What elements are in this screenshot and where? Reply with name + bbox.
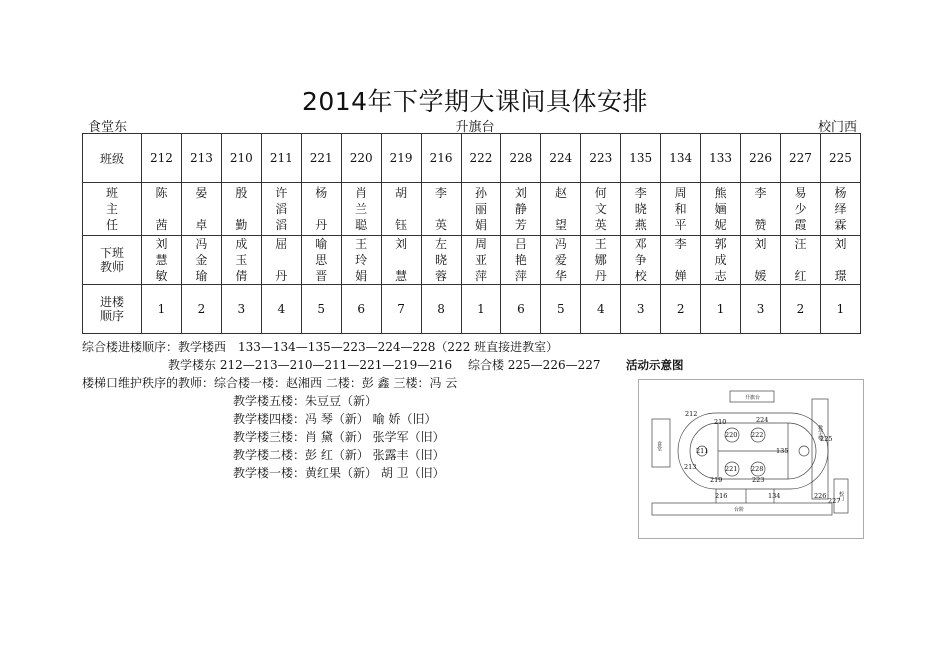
duty-teacher-cell: 周 亚 萍 <box>461 236 501 285</box>
class-cell: 223 <box>581 134 621 183</box>
head-teacher-cell: 赵 望 <box>541 183 581 236</box>
duty-teacher-cell: 刘 慧 敏 <box>142 236 182 285</box>
order-cell: 5 <box>541 285 581 334</box>
duty-teacher-cell: 刘 慧 <box>381 236 421 285</box>
order-cell: 7 <box>381 285 421 334</box>
diagram-num-220: 220 <box>725 431 738 439</box>
class-cell: 227 <box>781 134 821 183</box>
schedule-table <box>82 133 861 334</box>
duty-teacher-cell: 吕 艳 萍 <box>501 236 541 285</box>
head-teacher-cell: 易 少 霞 <box>781 183 821 236</box>
spot-right <box>799 446 809 456</box>
duty-teacher-cell: 成 玉 倩 <box>221 236 261 285</box>
position-left: 食堂东 <box>88 120 128 135</box>
diagram-num-216: 216 <box>715 492 728 500</box>
diagram-top-label: 升旗台 <box>745 395 761 401</box>
class-cell: 222 <box>461 134 501 183</box>
row-header-class: 班级 <box>83 134 142 183</box>
head-teacher-cell: 肖 兰 聪 <box>341 183 381 236</box>
row-head-teacher <box>83 183 861 236</box>
diagram-num-224: 224 <box>756 416 769 424</box>
head-teacher-cell: 许 滔 滔 <box>261 183 301 236</box>
head-teacher-cell: 晏 卓 <box>181 183 221 236</box>
row-duty-teacher <box>83 236 861 285</box>
diagram-num-222: 222 <box>751 431 764 439</box>
class-cell: 212 <box>142 134 182 183</box>
head-teacher-cell: 孙 丽 娟 <box>461 183 501 236</box>
diagram-num-226: 226 <box>814 492 827 500</box>
order-cell: 5 <box>301 285 341 334</box>
class-cell: 211 <box>261 134 301 183</box>
row-header-order: 进楼 顺序 <box>83 285 142 334</box>
duty-teacher-cell: 王 玲 娟 <box>341 236 381 285</box>
order-cell: 1 <box>461 285 501 334</box>
class-cell: 210 <box>221 134 261 183</box>
order-cell: 6 <box>501 285 541 334</box>
order-cell: 8 <box>421 285 461 334</box>
class-cell: 220 <box>341 134 381 183</box>
diagram-num-219: 219 <box>710 476 723 484</box>
note-line-2: 教学楼东 212—213—210—211—221—219—216 综合楼 225—226—227 <box>168 358 601 372</box>
head-teacher-cell: 何 文 英 <box>581 183 621 236</box>
head-teacher-cell: 殷 勤 <box>221 183 261 236</box>
diagram-left-label: 食堂 <box>656 441 662 451</box>
class-cell: 133 <box>701 134 741 183</box>
diagram-num-221: 221 <box>725 465 738 473</box>
order-cell: 3 <box>621 285 661 334</box>
diagram-num-211: 211 <box>696 447 709 455</box>
order-cell: 4 <box>581 285 621 334</box>
diagram-num-135: 135 <box>776 447 789 455</box>
note-line-6: 教学楼三楼：肖 黛（新） 张学军（旧） <box>233 430 445 444</box>
note-line-8: 教学楼一楼：黄红果（新） 胡 卫（旧） <box>233 466 445 480</box>
duty-teacher-cell: 李 婵 <box>661 236 701 285</box>
duty-teacher-cell: 喻 思 晋 <box>301 236 341 285</box>
diagram-right-label: 教学楼 <box>817 425 823 440</box>
class-cell: 224 <box>541 134 581 183</box>
page-title: 2014年下学期大课间具体安排 <box>301 87 649 116</box>
diagram-caption: 活动示意图 <box>626 358 684 372</box>
order-cell: 1 <box>820 285 860 334</box>
row-header-duty-teacher: 下班 教师 <box>83 236 142 285</box>
order-cell: 1 <box>701 285 741 334</box>
diagram-right-label-2: 校门 <box>838 491 844 501</box>
class-cell: 219 <box>381 134 421 183</box>
diagram-num-223: 223 <box>752 476 765 484</box>
diagram-num-212: 212 <box>685 410 698 418</box>
head-teacher-cell: 杨 绎 霖 <box>820 183 860 236</box>
head-teacher-cell: 杨 丹 <box>301 183 341 236</box>
note-line-5: 教学楼四楼：冯 琴（新） 喻 娇（旧） <box>233 412 437 426</box>
class-cell: 213 <box>181 134 221 183</box>
diagram-num-227: 227 <box>828 497 841 505</box>
head-teacher-cell: 陈 茜 <box>142 183 182 236</box>
order-cell: 1 <box>142 285 182 334</box>
duty-teacher-cell: 左 晓 蓉 <box>421 236 461 285</box>
class-cell: 221 <box>301 134 341 183</box>
class-cell: 135 <box>621 134 661 183</box>
duty-teacher-cell: 冯 金 瑜 <box>181 236 221 285</box>
order-cell: 6 <box>341 285 381 334</box>
order-cell: 3 <box>741 285 781 334</box>
class-cell: 225 <box>820 134 860 183</box>
duty-teacher-cell: 汪 红 <box>781 236 821 285</box>
class-cell: 226 <box>741 134 781 183</box>
duty-teacher-cell: 屈 丹 <box>261 236 301 285</box>
teaching-building-box <box>812 399 828 499</box>
diagram-bottom-label: 台阶 <box>734 507 745 513</box>
row-order <box>83 285 861 334</box>
duty-teacher-cell: 刘 媛 <box>741 236 781 285</box>
diagram-num-213: 213 <box>684 463 697 471</box>
duty-teacher-cell: 冯 爱 华 <box>541 236 581 285</box>
head-teacher-cell: 李 晓 燕 <box>621 183 661 236</box>
head-teacher-cell: 周 和 平 <box>661 183 701 236</box>
head-teacher-cell: 胡 钰 <box>381 183 421 236</box>
diagram-num-228: 228 <box>751 465 764 473</box>
order-cell: 4 <box>261 285 301 334</box>
diagram-num-210: 210 <box>714 418 727 426</box>
row-header-head-teacher: 班 主 任 <box>83 183 142 236</box>
note-line-7: 教学楼二楼：彭 红（新） 张露丰（旧） <box>233 448 445 462</box>
head-teacher-cell: 刘 静 芳 <box>501 183 541 236</box>
position-middle: 升旗台 <box>455 120 495 135</box>
position-right: 校门西 <box>818 120 858 135</box>
row-class <box>83 134 861 183</box>
head-teacher-cell: 李 赞 <box>741 183 781 236</box>
order-cell: 2 <box>181 285 221 334</box>
duty-teacher-cell: 刘 璟 <box>820 236 860 285</box>
order-cell: 3 <box>221 285 261 334</box>
note-line-1: 综合楼进楼顺序：教学楼西 133—134—135—223—224—228（222 班直接进教室） <box>82 340 559 354</box>
order-cell: 2 <box>661 285 701 334</box>
class-cell: 134 <box>661 134 701 183</box>
class-cell: 228 <box>501 134 541 183</box>
note-line-3: 楼梯口维护秩序的教师：综合楼一楼：赵湘西 二楼：彭 鑫 三楼：冯 云 <box>82 376 458 390</box>
order-cell: 2 <box>781 285 821 334</box>
head-teacher-cell: 李 英 <box>421 183 461 236</box>
duty-teacher-cell: 邓 争 校 <box>621 236 661 285</box>
diagram-num-134: 134 <box>768 492 781 500</box>
duty-teacher-cell: 郭 成 志 <box>701 236 741 285</box>
diagram-num-225: 225 <box>820 435 833 443</box>
activity-diagram <box>638 379 864 539</box>
class-cell: 216 <box>421 134 461 183</box>
head-teacher-cell: 熊 婳 妮 <box>701 183 741 236</box>
note-line-4: 教学楼五楼：朱豆豆（新） <box>233 394 378 408</box>
duty-teacher-cell: 王 娜 丹 <box>581 236 621 285</box>
